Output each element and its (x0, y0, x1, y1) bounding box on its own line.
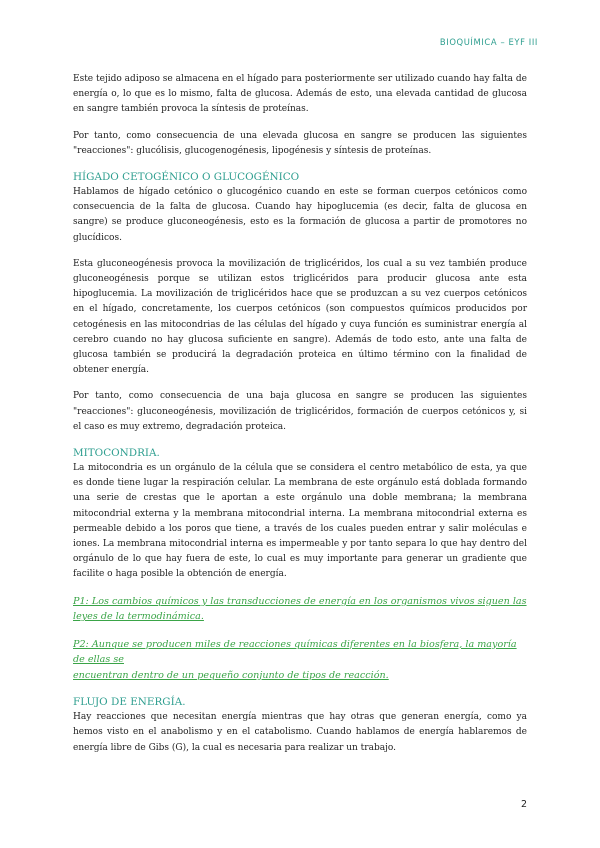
running-header: BIOQUÍMICA – EYF III (439, 37, 538, 47)
principle-1: P1: Los cambios químicos y las transducciones de energía en los organismos vivos siguen las leyes de la termodinámica. (73, 595, 527, 623)
paragraph-flujo-energia: Hay reacciones que necesitan energía mientras que hay otras que generan energía, como ya hemos visto en el anabolismo y en el catabolismo. Cuando hablamos de energía hablaremos de energía libre de Gibs (G), la cual es necesaria para realizar un trabajo. (73, 712, 527, 753)
principle-2 (73, 637, 527, 684)
page-number: 2 (520, 799, 527, 810)
paragraph-higado-definition: Hablamos de hígado cetónico o glucogénico cuando en este se forman cuerpos cetónicos como consecuencia de la falta de glucosa. Cuando hay hipoglucemia (es decir, falta de glucosa en sangre) se produce gluconeogénesis, esto es la formación de glucosa a partir de promotores no glucídicos. (73, 187, 527, 243)
heading-mitocondria: MITOCONDRIA. (73, 447, 160, 460)
paragraph-low-glucose: Por tanto, como consecuencia de una baja glucosa en sangre se producen las siguientes "reacciones": gluconeogénesis, movilización de triglicéridos, formación de cuerpos cetónicos y, si el caso es muy extremo, degradación proteica. (73, 391, 527, 432)
paragraph-mitocondria: La mitocondria es un orgánulo de la célula que se considera el centro metabólico de esta, ya que es donde tiene lugar la respiración celular. La membrana de este orgánulo está doblada formando una serie de crestas que le aportan a este orgánulo una doble membrana; la membrana mitocondrial externa y la membrana mitocondrial interna. La membrana mitocondrial externa es permeable debido a los poros que tiene, a través de los cuales pueden entrar y salir moléculas e iones. La membrana mitocondrial interna es impermeable y por tanto separa lo que hay dentro del orgánulo de lo que hay fuera de este, lo cual es muy importante para generar un gradiente que facilite o haga posible la obtención de energía. (73, 463, 527, 580)
principle-2-line-1: P2: Aunque se producen miles de reacciones químicas diferentes en la biosfera, la mayoría de ellas se (73, 638, 517, 666)
paragraph-adipose: Este tejido adiposo se almacena en el hígado para posteriormente ser utilizado cuando hay falta de energía o, lo que es lo mismo, falta de glucosa. Además de esto, una elevada cantidad de glucosa en sangre también provoca la síntesis de proteínas. (73, 74, 527, 115)
page-body (73, 72, 527, 767)
principle-2-line-2: encuentran dentro de un pequeño conjunto de tipos de reacción. (73, 669, 389, 681)
paragraph-high-glucose: Por tanto, como consecuencia de una elevada glucosa en sangre se producen las siguientes "reacciones": glucólisis, glucogenogénesis, lipogénesis y síntesis de proteínas. (73, 130, 527, 156)
heading-flujo-energia: FLUJO DE ENERGÍA. (73, 696, 186, 709)
heading-higado: HÍGADO CETOGÉNICO O GLUCOGÉNICO (73, 171, 300, 184)
paragraph-gluconeogenesis: Esta gluconeogénesis provoca la movilización de triglicéridos, los cual a su vez también produce gluconeogénesis porque se utilizan estos triglicéridos para producir glucosa ante esta hipoglucemia. La movilización de triglicéridos hace que se produzcan a su vez cuerpos cetónicos en el hígado, concretamente, los cuerpos cetónicos (son compuestos químicos producidos por cetogénesis en las mitocondrias de las células del hígado y cuya función es suministrar energía al cerebro cuando no hay glucosa suficiente en sangre). Además de todo esto, ante una falta de glucosa también se producirá la degradación proteica en último término con la finalidad de obtener energía. (73, 258, 527, 376)
